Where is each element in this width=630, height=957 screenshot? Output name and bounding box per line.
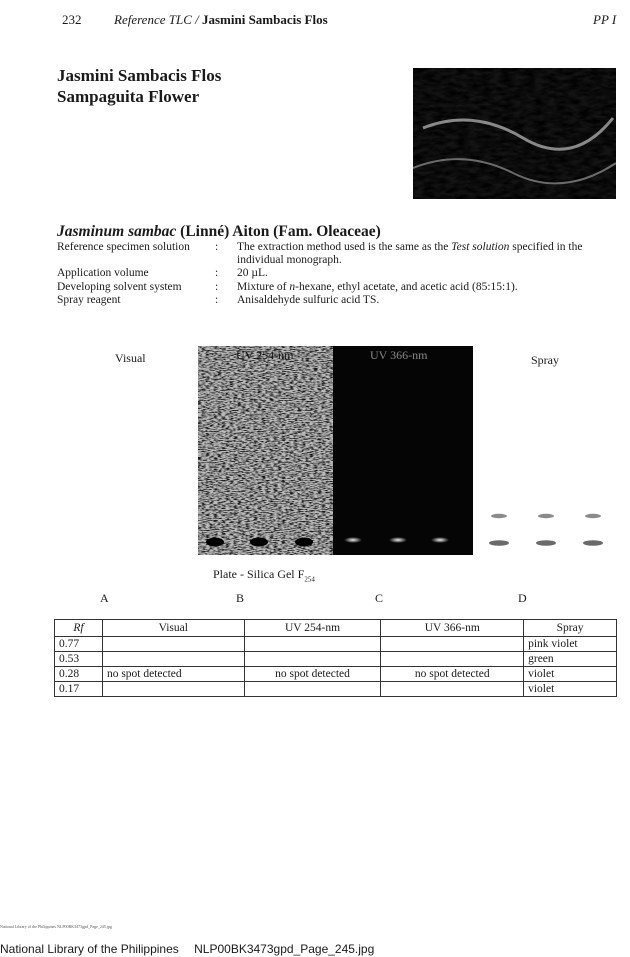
genus-species: Jasminum sambac <box>57 223 177 240</box>
header-spray: Spray <box>524 620 617 637</box>
right-mark: PP I <box>593 12 617 27</box>
cell-visual: no spot detected <box>102 667 244 682</box>
header-visual: Visual <box>102 620 244 637</box>
cell-visual <box>102 652 244 667</box>
info-value: 20 µL. <box>237 267 268 280</box>
cell-rf: 0.53 <box>55 652 103 667</box>
uv366-spot-b <box>389 537 407 543</box>
cell-uv254 <box>244 682 381 697</box>
info-label: Developing solvent system <box>57 280 182 293</box>
info-value <box>237 281 597 294</box>
info-value-prefix: The extraction method used is the same as the <box>237 241 452 253</box>
cell-uv254 <box>244 652 381 667</box>
plate-caption-sub: 254 <box>304 575 315 584</box>
info-colon: : <box>215 267 219 280</box>
info-value-suffix: -hexane, ethyl acetate, and acetic acid (85:15:1). <box>295 280 518 293</box>
lane-b: B <box>236 591 245 605</box>
info-colon: : <box>215 280 219 293</box>
table-row <box>55 652 617 667</box>
species-name <box>57 223 381 241</box>
running-title-italic: Reference TLC / <box>114 12 199 27</box>
uv254-spot-c <box>295 538 313 547</box>
table-row <box>55 667 617 682</box>
spray-spot-028-c <box>583 540 603 546</box>
table-row <box>55 637 617 652</box>
cell-spray: green <box>524 652 617 667</box>
info-colon: : <box>215 241 219 253</box>
lane-d: D <box>518 591 527 605</box>
cell-rf: 0.28 <box>55 667 103 682</box>
spray-spot-077-a <box>491 514 507 518</box>
cell-uv366 <box>381 682 524 697</box>
info-value: Anisaldehyde sulfuric acid TS. <box>237 293 380 306</box>
running-title <box>114 12 328 28</box>
title-latin: Jasmini Sambacis Flos <box>57 66 222 85</box>
rf-table <box>54 619 617 697</box>
info-row-spray <box>57 294 597 307</box>
cell-uv254: no spot detected <box>244 667 381 682</box>
spray-spot-077-b <box>538 514 554 518</box>
footer-library: National Library of the Philippines <box>0 942 179 956</box>
info-colon: : <box>215 293 219 306</box>
page-number: 232 <box>62 12 82 27</box>
label-uv254: UV 254-nm <box>236 348 294 362</box>
uv366-spot-a <box>344 537 362 543</box>
footer-tiny-text: National Library of the Philippines NLP00BK3473gpd_Page_245.jpg <box>0 924 112 929</box>
spray-spot-028-b <box>536 540 556 546</box>
info-value-prefix: Mixture of <box>237 280 290 293</box>
cell-spray: pink violet <box>524 637 617 652</box>
info-row-reference <box>57 241 597 267</box>
label-visual: Visual <box>115 351 146 365</box>
table-header-row <box>55 620 617 637</box>
info-value-suffix: specified in the individual monograph. <box>237 241 583 267</box>
title-common: Sampaguita Flower <box>57 87 200 106</box>
spray-spot-028-a <box>489 540 509 546</box>
uv254-spot-a <box>206 538 224 547</box>
uv366-panel <box>333 346 473 555</box>
label-spray: Spray <box>531 353 559 367</box>
authority: (Linné) Aiton (Fam. Oleaceae) <box>180 223 381 240</box>
spray-spots <box>482 505 612 555</box>
info-label: Spray reagent <box>57 293 121 306</box>
cell-uv366 <box>381 652 524 667</box>
cell-spray: violet <box>524 682 617 697</box>
plate-caption <box>213 567 315 583</box>
cell-uv366: no spot detected <box>381 667 524 682</box>
info-row-volume <box>57 267 597 280</box>
lane-c: C <box>375 591 384 605</box>
header-uv254: UV 254-nm <box>244 620 381 637</box>
running-title-bold: Jasmini Sambacis Flos <box>201 12 328 27</box>
info-block <box>57 241 597 307</box>
label-uv366: UV 366-nm <box>370 348 428 362</box>
lane-a: A <box>100 591 109 605</box>
header-uv366: UV 366-nm <box>381 620 524 637</box>
table-row <box>55 682 617 697</box>
cell-spray: violet <box>524 667 617 682</box>
info-value <box>237 241 597 267</box>
info-value-italic: n <box>289 280 296 293</box>
cell-rf: 0.77 <box>55 637 103 652</box>
cell-uv254 <box>244 637 381 652</box>
cell-visual <box>102 682 244 697</box>
uv254-spot-b <box>250 538 268 547</box>
info-label: Reference specimen solution <box>57 241 190 253</box>
info-row-solvent <box>57 281 597 294</box>
uv366-spot-c <box>431 537 449 543</box>
cell-visual <box>102 637 244 652</box>
cell-rf: 0.17 <box>55 682 103 697</box>
footer-file: NLP00BK3473gpd_Page_245.jpg <box>194 942 375 956</box>
info-label: Application volume <box>57 267 149 280</box>
cell-uv366 <box>381 637 524 652</box>
spray-spot-077-c <box>585 514 601 518</box>
header-rf: Rf <box>55 620 103 637</box>
info-value-italic: Test solution <box>451 241 510 253</box>
tlc-plate-image <box>198 346 473 555</box>
footer <box>0 942 374 956</box>
plate-caption-text: Plate - Silica Gel F <box>213 567 305 581</box>
herb-photo <box>413 68 616 199</box>
